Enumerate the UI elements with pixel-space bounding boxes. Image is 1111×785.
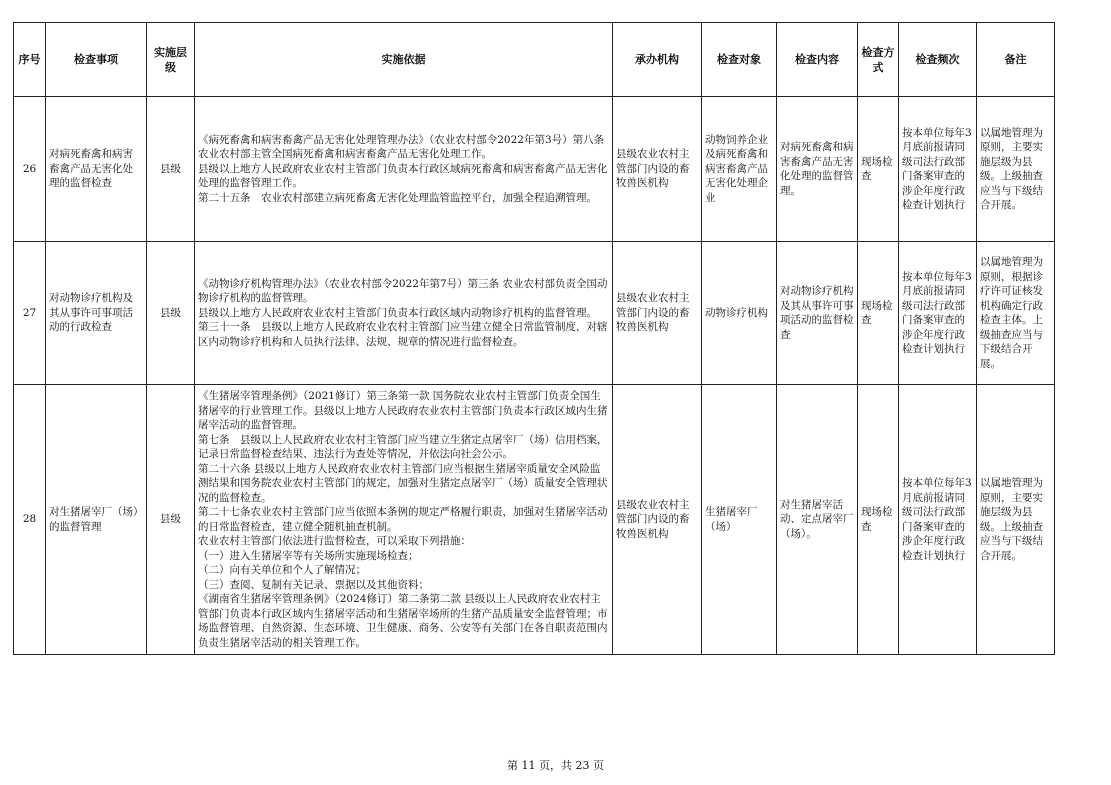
header-row xyxy=(14,23,1055,97)
header-frequency: 检查频次 xyxy=(899,23,977,97)
row-frequency: 按本单位每年3月底前报请同级司法行政部门备案审查的涉企年度行政检查计划执行 xyxy=(899,385,977,655)
inspection-table xyxy=(13,22,1055,655)
row-object: 动物诊疗机构 xyxy=(702,242,777,385)
row-content: 对动物诊疗机构及其从事许可事项活动的监督检查 xyxy=(777,242,858,385)
row-basis: 《生猪屠宰管理条例》（2021修订）第三条第一款 国务院农业农村主管部门负责全国生猪屠宰的行业管理工作。县级以上地方人民政府农业农村主管部门负责本行政区域内生猪屠宰活动的监督管理。 第七条 县级以上人民政府农业农村主管部门应当建立生猪定点屠宰厂（场）信用档案，记录日常监督检查结果、违法行为查处等情况，并依法向社会公示。 第二十六条 县级以上地方人民政府农业农村主管部门应当根据生猪屠宰质量安全风险监测结果和国务院农业农村主管部门的规定，加强对生猪定点屠宰厂（场）质量安全管理状况的监督检查。 第二十七条农业农村主管部门应当依照本条例的规定严格履行职责，加强对生猪屠宰活动的日常监督检查，建立健全随机抽查机制。 农业农村主管部门依法进行监督检查，可以采取下列措施： （一）进入生猪屠宰等有关场所实施现场检查； （二）向有关单位和个人了解情况； （三）查阅、复制有关记录、票据以及其他资料； 《湖南省生猪屠宰管理条例》（2024修订）第二条第二款 县级以上人民政府农业农村主管部门负责本行政区域内生猪屠宰活动和生猪屠宰场所的生猪产品质量安全监督管理；市场监督管理、自然资源、生态环境、卫生健康、商务、公安等有关部门在各自职责范围内负责生猪屠宰活动的相关管理工作。 xyxy=(195,385,613,655)
row-agency: 县级农业农村主管部门内设的畜牧兽医机构 xyxy=(613,242,702,385)
header-remark: 备注 xyxy=(977,23,1055,97)
row-item: 对病死畜禽和病害畜禽产品无害化处理的监督检查 xyxy=(46,97,147,242)
row-basis: 《动物诊疗机构管理办法》（农业农村部令2022年第7号）第三条 农业农村部负责全国动物诊疗机构的监督管理。 县级以上地方人民政府农业农村主管部门负责本行政区域内动物诊疗机构的监督管理。 第三十一条 县级以上地方人民政府农业农村主管部门应当建立健全日常监管制度，对辖区内动物诊疗机构和人员执行法律、法规、规章的情况进行监督检查。 xyxy=(195,242,613,385)
header-agency: 承办机构 xyxy=(613,23,702,97)
row-frequency: 按本单位每年3月底前报请同级司法行政部门备案审查的涉企年度行政检查计划执行 xyxy=(899,242,977,385)
row-object: 动物饲养企业及病死畜禽和病害畜禽产品无害化处理企业 xyxy=(702,97,777,242)
row-remark: 以属地管理为原则，主要实施层级为县级。上级抽查应当与下级结合开展。 xyxy=(977,97,1055,242)
header-no: 序号 xyxy=(14,23,46,97)
row-content: 对病死畜禽和病害畜禽产品无害化处理的监督管理。 xyxy=(777,97,858,242)
row-level: 县级 xyxy=(147,385,195,655)
header-level: 实施层级 xyxy=(147,23,195,97)
row-no: 26 xyxy=(14,97,46,242)
row-level: 县级 xyxy=(147,242,195,385)
row-no: 27 xyxy=(14,242,46,385)
row-frequency: 按本单位每年3月底前报请同级司法行政部门备案审查的涉企年度行政检查计划执行 xyxy=(899,97,977,242)
row-item: 对生猪屠宰厂（场）的监督管理 xyxy=(46,385,147,655)
row-item: 对动物诊疗机构及其从事许可事项活动的行政检查 xyxy=(46,242,147,385)
row-method: 现场检查 xyxy=(858,242,899,385)
header-method: 检查方式 xyxy=(858,23,899,97)
header-basis: 实施依据 xyxy=(195,23,613,97)
table-row xyxy=(14,97,1055,242)
row-method: 现场检查 xyxy=(858,97,899,242)
row-remark: 以属地管理为原则，主要实施层级为县级。上级抽查应当与下级结合开展。 xyxy=(977,385,1055,655)
header-content: 检查内容 xyxy=(777,23,858,97)
row-remark: 以属地管理为原则，根据诊疗许可证核发机构确定行政检查主体。上级抽查应当与下级结合开展。 xyxy=(977,242,1055,385)
table-row xyxy=(14,385,1055,655)
row-basis: 《病死畜禽和病害畜禽产品无害化处理管理办法》（农业农村部令2022年第3号）第八条 农业农村部主管全国病死畜禽和病害畜禽产品无害化处理工作。 县级以上地方人民政府农业农村主管部门负责本行政区域病死畜禽和病害畜禽产品无害化处理的监督管理工作。 第二十五条 农业农村部建立病死畜禽无害化处理监管监控平台，加强全程追溯管理。 xyxy=(195,97,613,242)
page-number: 第 11 页，共 23 页 xyxy=(507,759,604,772)
header-object: 检查对象 xyxy=(702,23,777,97)
header-item: 检查事项 xyxy=(46,23,147,97)
row-agency: 县级农业农村主管部门内设的畜牧兽医机构 xyxy=(613,385,702,655)
row-method: 现场检查 xyxy=(858,385,899,655)
table-row xyxy=(14,242,1055,385)
row-content: 对生猪屠宰活动、定点屠宰厂（场）。 xyxy=(777,385,858,655)
row-agency: 县级农业农村主管部门内设的畜牧兽医机构 xyxy=(613,97,702,242)
row-level: 县级 xyxy=(147,97,195,242)
row-object: 生猪屠宰厂（场） xyxy=(702,385,777,655)
row-no: 28 xyxy=(14,385,46,655)
